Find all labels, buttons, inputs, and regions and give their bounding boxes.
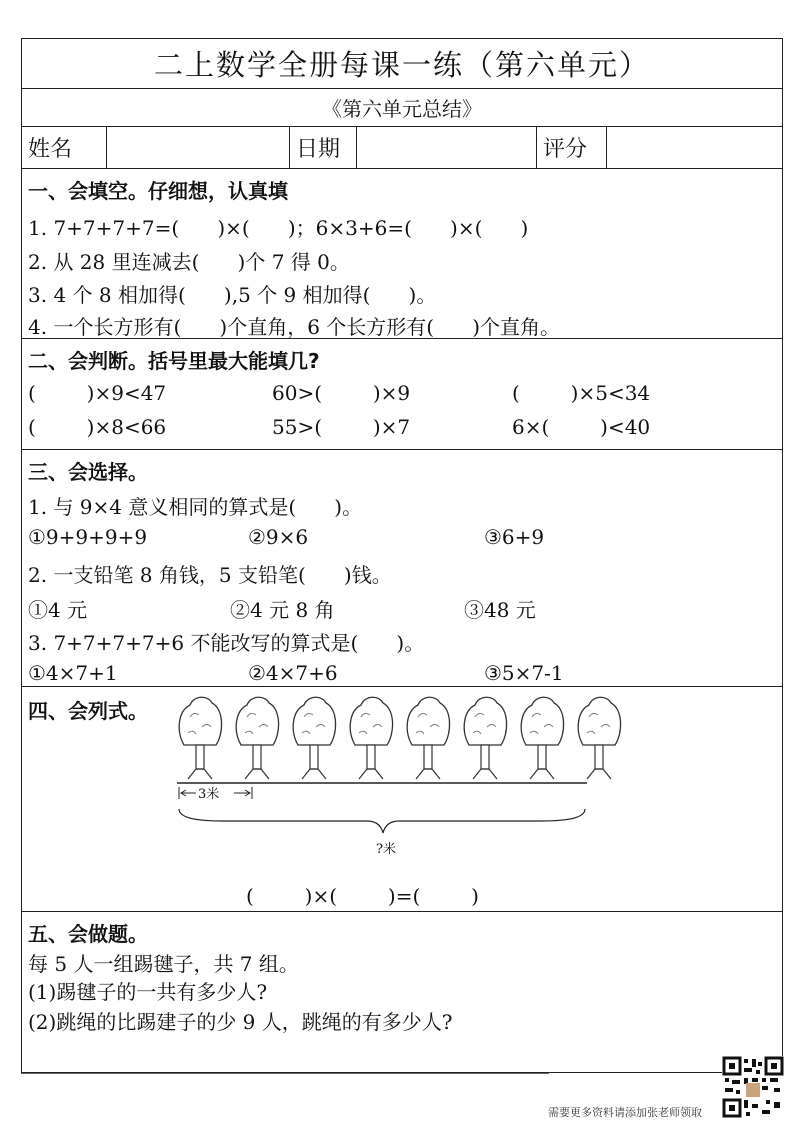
name-field[interactable] <box>107 127 290 168</box>
section3-q1: 1. 与 9×4 意义相同的算式是( )。 <box>28 495 363 519</box>
option-item: ③5×7-1 <box>484 661 564 685</box>
tree-icon <box>179 697 221 779</box>
section-choose <box>22 450 782 687</box>
section1-q3: 3. 4 个 8 相加得( ),5 个 9 相加得( )。 <box>28 283 437 307</box>
score-label: 评分 <box>543 137 588 162</box>
judge-item: ( )×9<47 <box>28 381 167 405</box>
score-label-cell <box>537 127 607 168</box>
tree-row <box>179 697 620 779</box>
section2-heading: 二、会判断。括号里最大能填几? <box>28 349 320 373</box>
avatar <box>746 1083 760 1097</box>
option-item: ①9+9+9+9 <box>28 525 148 549</box>
tree-icon <box>350 697 392 779</box>
judge-item: 60>( )×9 <box>272 381 411 405</box>
section1-q1: 1. 7+7+7+7=( )×( )；6×3+6=( )×( ) <box>28 216 529 240</box>
tree-icon <box>236 697 278 779</box>
section-fill-in <box>22 169 782 339</box>
option-item: ②4×7+6 <box>248 661 338 685</box>
name-label-cell <box>22 127 107 168</box>
spacing-label: 3米 <box>198 787 220 802</box>
date-label: 日期 <box>296 137 341 162</box>
name-label: 姓名 <box>28 137 73 162</box>
qr-code-icon <box>722 1056 784 1118</box>
equation-line: ( )×( )=( ) <box>246 884 479 908</box>
section3-q3: 3. 7+7+7+7+6 不能改写的算式是( )。 <box>28 631 425 655</box>
option-item: ②4 元 8 角 <box>230 598 335 622</box>
section3-heading: 三、会选择。 <box>28 460 148 484</box>
judge-item: 6×( )<40 <box>512 415 651 439</box>
tree-icon <box>521 697 563 779</box>
total-label: ?米 <box>376 842 396 857</box>
section-judge <box>22 339 782 450</box>
section1-heading: 一、会填空。仔细想，认真填 <box>28 179 288 203</box>
footer-divider <box>21 1073 549 1074</box>
section-equation <box>22 687 782 912</box>
page-title: 二上数学全册每课一练（第六单元） <box>153 48 650 82</box>
subtitle-row <box>22 89 782 127</box>
footer-note: 需要更多资料请添加张老师领取 <box>548 1106 702 1119</box>
tree-icon <box>578 697 620 779</box>
section-word-problem <box>22 912 782 1072</box>
section5-stem: 每 5 人一组踢毽子，共 7 组。 <box>28 952 299 976</box>
tree-diagram <box>22 687 782 912</box>
option-item: ①4×7+1 <box>28 661 118 685</box>
tree-icon <box>293 697 335 779</box>
section1-q2: 2. 从 28 里连减去( )个 7 得 0。 <box>28 250 350 274</box>
total-brace <box>179 809 585 833</box>
tree-icon <box>407 697 449 779</box>
judge-item: ( )×8<66 <box>28 415 167 439</box>
judge-item: ( )×5<34 <box>512 381 651 405</box>
option-item: ③48 元 <box>464 598 536 622</box>
page-subtitle: 《第六单元总结》 <box>322 97 482 121</box>
tree-icon <box>464 697 506 779</box>
section4-heading: 四、会列式。 <box>28 699 148 723</box>
judge-item: 55>( )×7 <box>272 415 411 439</box>
option-item: ②9×6 <box>248 525 309 549</box>
date-label-cell <box>290 127 357 168</box>
section5-q2: (2)跳绳的比踢建子的少 9 人，跳绳的有多少人? <box>28 1010 453 1034</box>
option-item: ③6+9 <box>484 525 545 549</box>
worksheet <box>21 38 783 1073</box>
section5-heading: 五、会做题。 <box>28 922 148 946</box>
option-item: ①4 元 <box>28 598 88 622</box>
info-row <box>22 127 782 169</box>
date-field[interactable] <box>357 127 537 168</box>
title-row <box>22 39 782 89</box>
score-field[interactable] <box>607 127 781 168</box>
section5-q1: (1)踢毽子的一共有多少人? <box>28 980 268 1004</box>
section1-q4: 4. 一个长方形有( )个直角，6 个长方形有( )个直角。 <box>28 315 561 339</box>
section3-q2: 2. 一支铅笔 8 角钱，5 支铅笔( )钱。 <box>28 563 392 587</box>
